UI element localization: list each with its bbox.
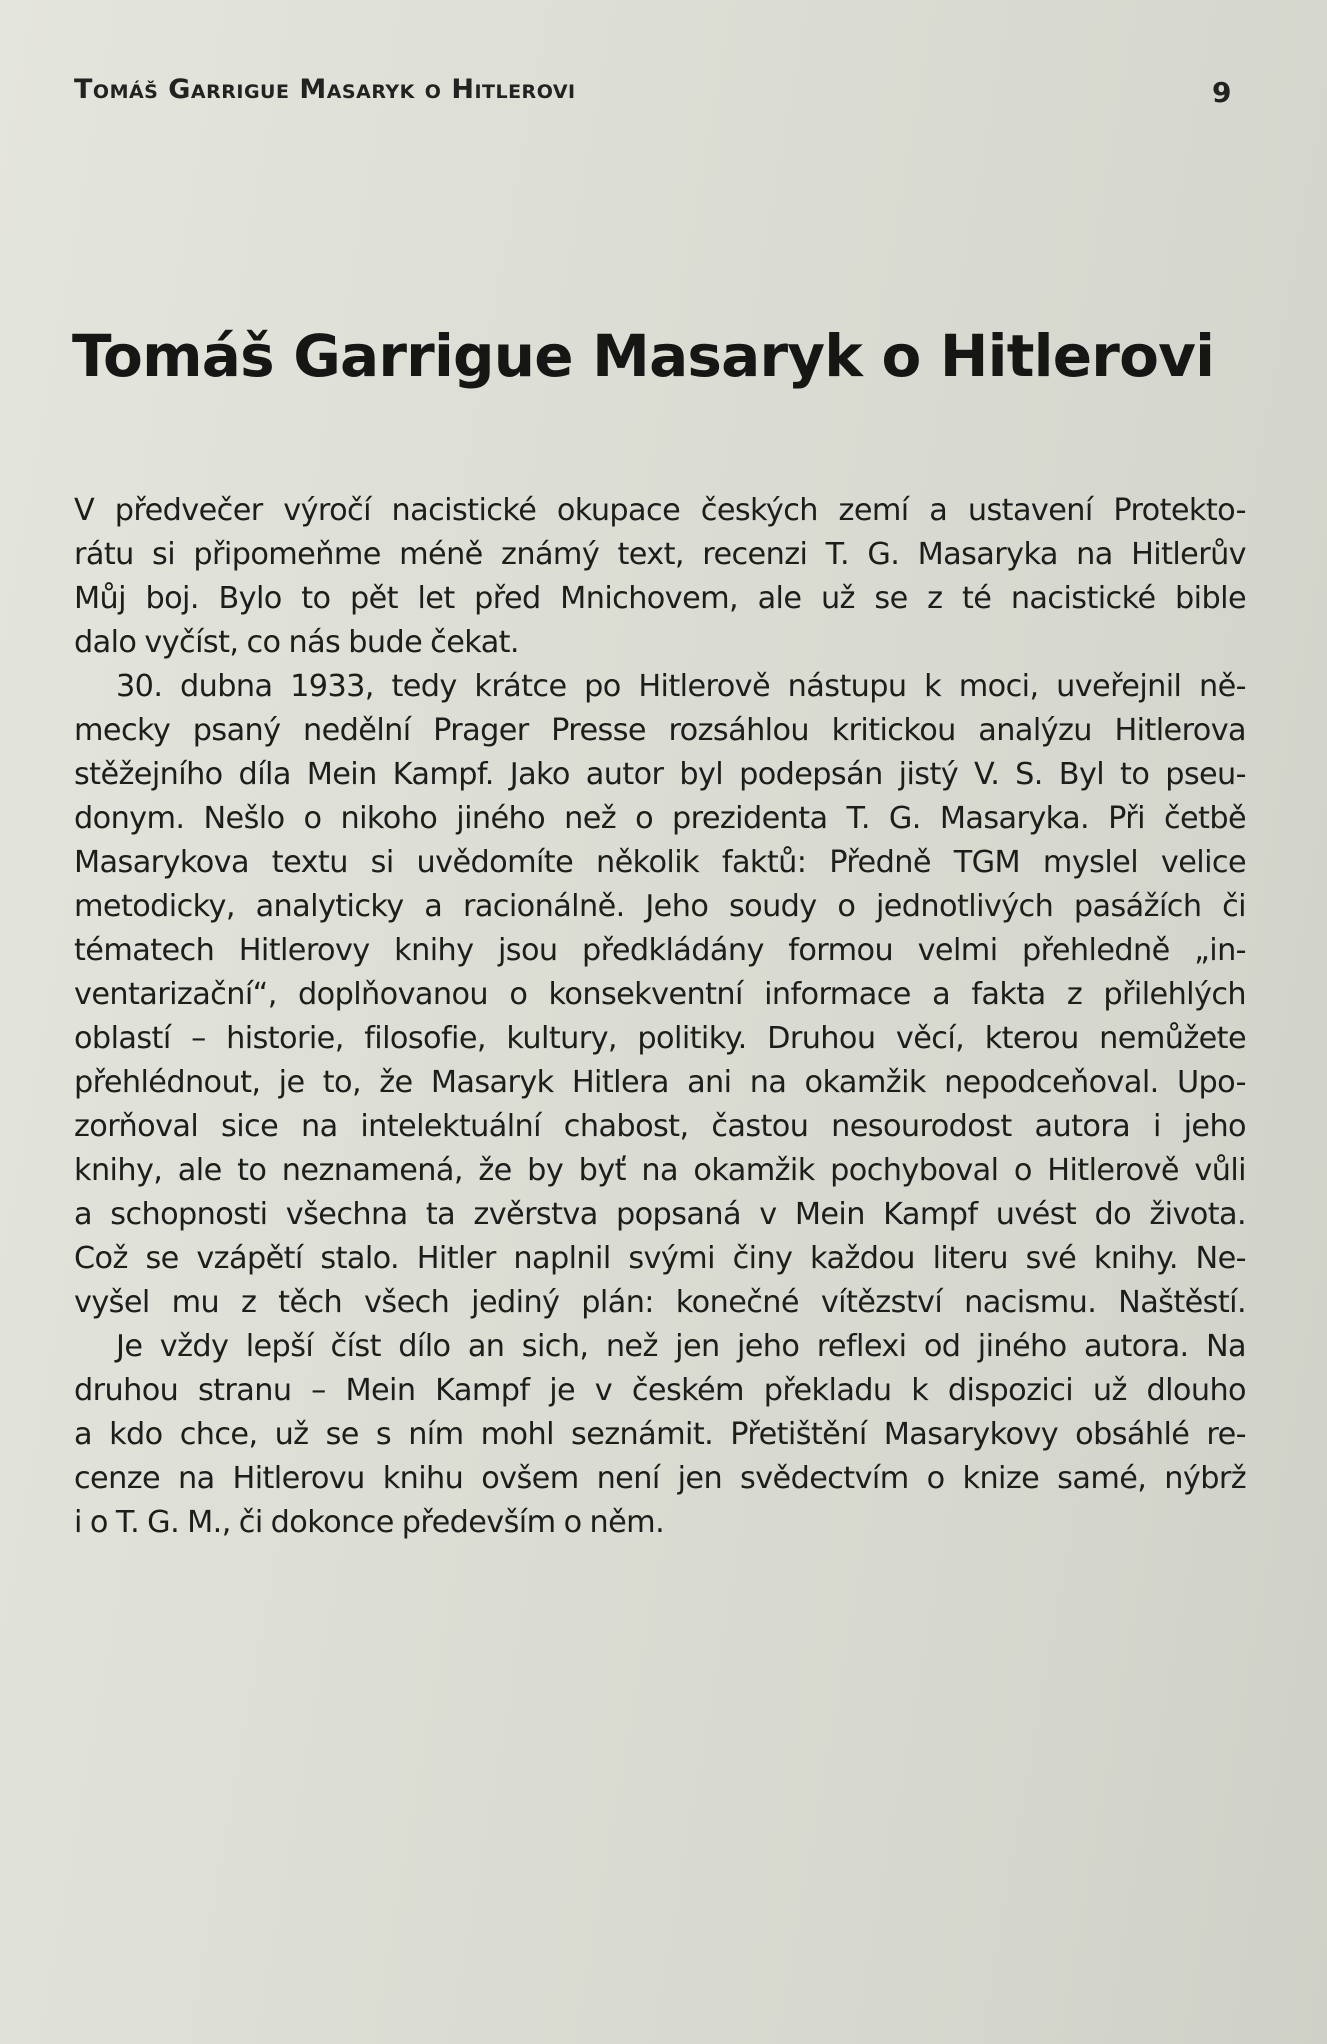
text-line: Což se vzápětí stalo. Hitler naplnil svými činy každou literu své knihy. Ne- — [74, 1241, 1246, 1276]
text-line: zorňoval sice na intelektuální chabost, častou nesourodost autora i jeho — [74, 1109, 1246, 1144]
text-line: a schopnosti všechna ta zvěrstva popsaná v Mein Kampf uvést do života. — [74, 1197, 1246, 1232]
text-line: rátu si připomeňme méně známý text, recenzi T. G. Masaryka na Hitlerův — [74, 537, 1246, 572]
text-line: cenze na Hitlerovu knihu ovšem není jen svědectvím o knize samé, nýbrž — [74, 1461, 1246, 1496]
text-line: donym. Nešlo o nikoho jiného než o prezidenta T. G. Masaryka. Při četbě — [74, 801, 1246, 836]
text-line: Můj boj. Bylo to pět let před Mnichovem, ale už se z té nacistické bible — [74, 581, 1246, 616]
text-line: Masarykova textu si uvědomíte několik faktů: Předně TGM myslel velice — [74, 845, 1246, 880]
text-line: tématech Hitlerovy knihy jsou předkládány formou velmi přehledně „in- — [74, 933, 1246, 968]
page-number: 9 — [1212, 76, 1232, 109]
text-line: ventarizační“, doplňovanou o konsekventní informace a fakta z přilehlých — [74, 977, 1246, 1012]
body-text — [74, 489, 1246, 1545]
text-line: i o T. G. M., či dokonce především o něm. — [74, 1505, 665, 1540]
text-line: stěžejního díla Mein Kampf. Jako autor byl podepsán jistý V. S. Byl to pseu- — [74, 757, 1246, 792]
chapter-title: Tomáš Garrigue Masaryk o Hitlerovi — [72, 322, 1215, 390]
text-line: druhou stranu – Mein Kampf je v českém překladu k dispozici už dlouho — [74, 1373, 1246, 1408]
text-line: 30. dubna 1933, tedy krátce po Hitlerově nástupu k moci, uveřejnil ně- — [116, 669, 1246, 704]
text-line: dalo vyčíst, co nás bude čekat. — [74, 625, 519, 660]
text-line: a kdo chce, už se s ním mohl seznámit. Přetištění Masarykovy obsáhlé re- — [74, 1417, 1246, 1452]
text-line: přehlédnout, je to, že Masaryk Hitlera ani na okamžik nepodceňoval. Upo- — [74, 1065, 1246, 1100]
text-line: mecky psaný nedělní Prager Presse rozsáhlou kritickou analýzu Hitlerova — [74, 713, 1246, 748]
text-line: Je vždy lepší číst dílo an sich, než jen jeho reflexi od jiného autora. Na — [116, 1329, 1246, 1364]
running-header-title: Tomáš Garrigue Masaryk o Hitlerovi — [74, 74, 576, 105]
text-line: oblastí – historie, filosofie, kultury, politiky. Druhou věcí, kterou nemůžete — [74, 1021, 1246, 1056]
text-line: metodicky, analyticky a racionálně. Jeho soudy o jednotlivých pasážích či — [74, 889, 1246, 924]
text-line: vyšel mu z těch všech jediný plán: konečné vítězství nacismu. Naštěstí. — [74, 1285, 1246, 1320]
text-line: knihy, ale to neznamená, že by byť na okamžik pochyboval o Hitlerově vůli — [74, 1153, 1246, 1188]
text-line: V předvečer výročí nacistické okupace českých zemí a ustavení Protekto- — [74, 493, 1246, 528]
